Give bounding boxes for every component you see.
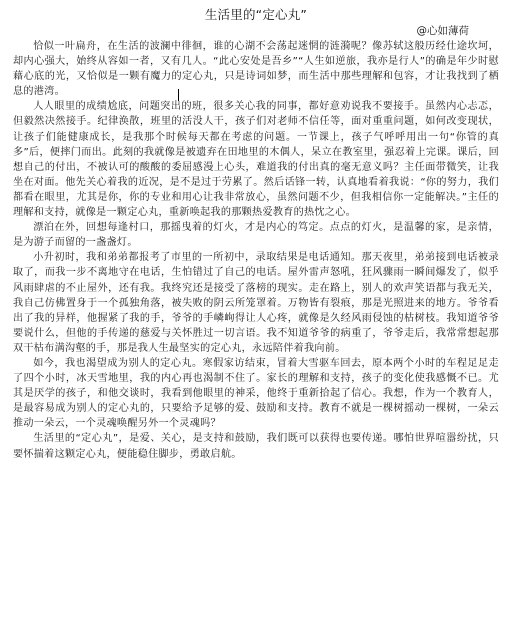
paragraph-3: 漂泊在外，回想每逢村口，那摇曳着的灯火，才是内心的笃定。点点的灯火，是温馨的家，是亲情，是为游子而留的一盏盏灯。 xyxy=(13,222,499,249)
paragraph-1: 恰似一叶扁舟，在生活的波澜中徘徊，谁的心湖不会荡起迷惘的涟漪呢？像苏轼这般历经仕途坎坷，却内心强大，始终从容如一者，又有几人。“此心安处是吾乡”“人生如逆旅，我亦是行人”的确是年少时慰藉心底的光，又恰似是一颗有魔力的定心丸，只是诗词如梦，而生活中那些理解和包容，才让我找到了栖息的港湾。 xyxy=(13,41,499,98)
paragraph-5: 如今，我也渴望成为别人的定心丸。寒假家访结束，冒着大雪驱车回去，原本两个小时的车程足足走了四个小时，冰天雪地里，我的内心再也渴制不住了。家长的理解和支持，孩子的变化使我感慨不已。尤其是厌学的孩子，和他交谈时，我看到他眼里的神采，他终于重新拾起了信心。我想，作为一个教育人，是最容易成为别人的定心丸的，只要给予足够的爱、鼓励和支持。教育不就是一棵树摇动一棵树，一朵云推动一朵云，一个灵魂唤醒另外一个灵魂吗？ xyxy=(13,357,499,430)
paragraph-4: 小升初时，我和弟弟都报考了市里的一所初中，录取结果是电话通知。那天夜里，弟弟接到电话被录取了，而我一步不离地守在电话，生怕错过了自己的电话。屋外雷声怒吼，狂风骤雨一瞬间爆发了，似乎风雨肆虐的不止屋外，还有我。我终究还是接受了落榜的现实。走在路上，别人的欢声笑语都与我无关，我自己仿佛置身于一个孤独角落，被失败的阴云所笼罩着。万物皆有裂痕，那是光照进来的地方。爷爷看出了我的异样，他握紧了我的手，爷爷的手嶙峋得让人心疼，就像是久经风雨侵蚀的枯树枝。我知道爷爷要说什么，但他的手传递的慈爱与关怀胜过一切言语。我不知道爷爷的病重了，爷爷走后，我常常想起那双干枯布满沟壑的手，那是我人生最坚实的定心丸，永远陪伴着我向前。 xyxy=(13,252,499,354)
paragraph-6: 生活里的“定心丸”，是爱、关心，是支持和鼓励，我们既可以获得也要传递。哪怕世界喧嚣纷扰，只要怀揣着这颗定心丸，便能稳住脚步，勇敢启航。 xyxy=(13,433,499,460)
document-title: 生活里的“定心丸” xyxy=(204,7,308,22)
paragraph-2: 人人眼里的成绩尬底，问题突出的班，很多关心我的同事，都好意劝说我不要接手。虽然内心忐忑，但毅然决然接手。纪律涣散，班里的活没人干，孩子们对老师不信任等，面对重重问题，如何改变现状，让孩子们能健康成长，是我那个时候每天都在考虑的问题。一节课上，孩子气呼呼用出一句“你管的真多”后，便摔门而出。此刻的我就像是被遗弃在田地里的木偶人，呆立在教室里，强忍着上完课。课后，回想自己的付出，不被认可的酸酸的委屈感漫上心头，难道我的付出真的毫无意义吗？主任面带微笑，让我坐在对面。他先关心着我的近况，是不是过于劳累了。然后话锋一转，认真地看着我说：“你的努力，我们都看在眼里，尤其是你，你的专业和用心让我非常放心，虽然问题不少，但我相信你一定能解决。”主任的理解和支持，就像是一颗定心丸，重新唤起我的那颗热爱教育的热忱之心。 xyxy=(13,101,499,219)
text-cursor xyxy=(178,89,179,101)
author-signature: @心如薄荷 xyxy=(416,25,469,37)
